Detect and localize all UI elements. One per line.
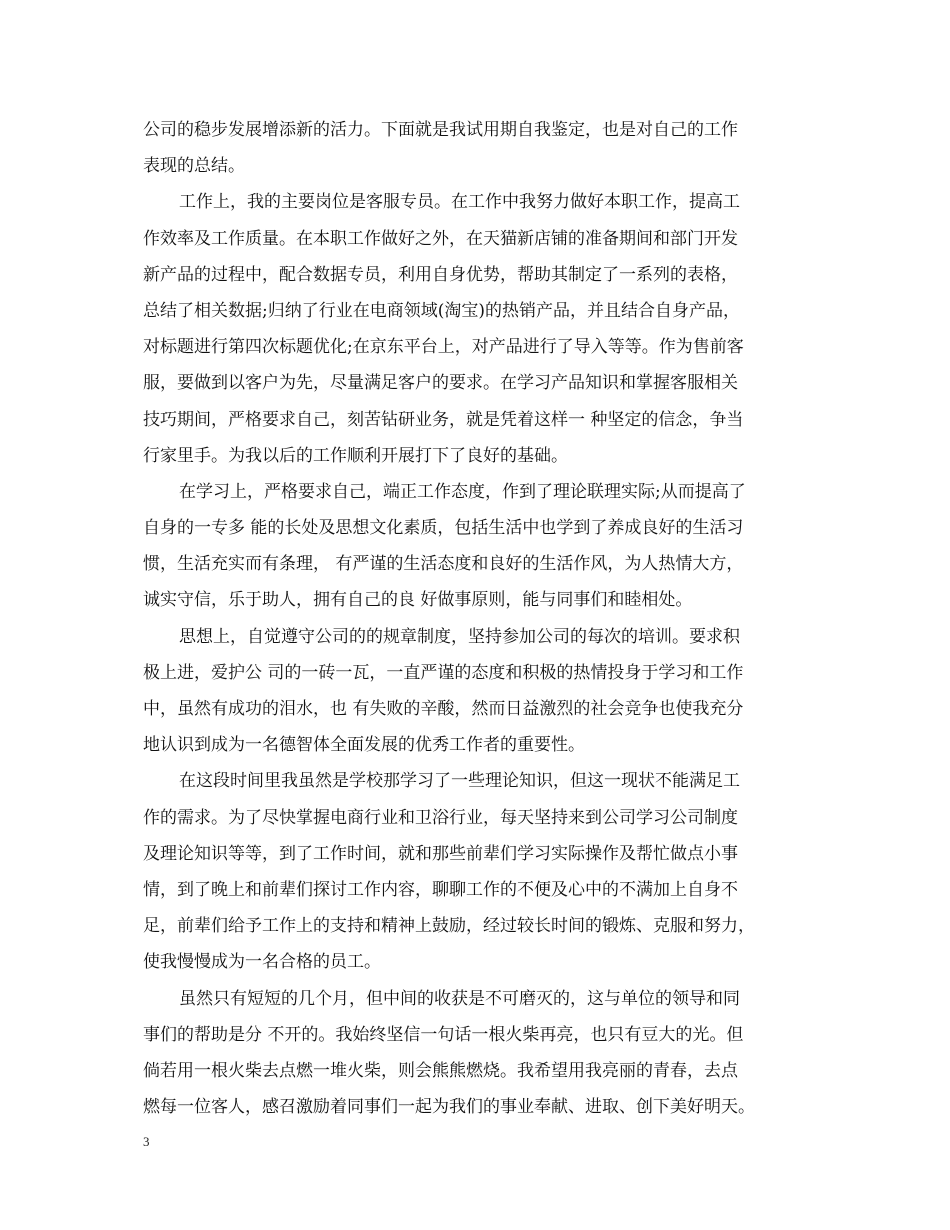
text-line: 使我慢慢成为一名合格的员工。 xyxy=(143,952,381,973)
paragraph-first-line: 虽然只有短短的几个月，但中间的收获是不可磨灭的，这与单位的领导和同 xyxy=(179,988,740,1009)
text-line: 中，虽然有成功的泪水，也 有失败的辛酸，然而日益激烈的社会竞争也使我充分 xyxy=(143,699,744,719)
paragraph-first-line: 在这段时间里我虽然是学校那学习了一些理论知识，但这一现状不能满足工 xyxy=(179,771,740,792)
text-line: 表现的总结。 xyxy=(143,156,245,177)
text-line: 作的需求。为了尽快掌握电商行业和卫浴行业，每天坚持来到公司学习公司制度 xyxy=(143,807,738,828)
text-line: 燃每一位客人，感召激励着同事们一起为我们的事业奉献、进取、创下美好明天。 xyxy=(143,1097,755,1118)
text-line: 总结了相关数据;归纳了行业在电商领域(淘宝)的热销产品，并且结合自身产品， xyxy=(143,300,740,321)
text-line: 极上进，爱护公 司的一砖一瓦，一直严谨的态度和积极的热情投身于学习和工作 xyxy=(143,662,744,683)
paragraph-first-line: 工作上，我的主要岗位是客服专员。在工作中我努力做好本职工作，提高工 xyxy=(179,192,740,213)
text-line: 及理论知识等等，到了工作时间，就和那些前辈们学习实际操作及帮忙做点小事 xyxy=(143,843,738,864)
text-line: 惯，生活充实而有条理， 有严谨的生活态度和良好的生活作风，为人热情大方， xyxy=(143,554,744,575)
text-line: 倘若用一根火柴去点燃一堆火柴，则会熊熊燃烧。我希望用我亮丽的青春，去点 xyxy=(143,1060,738,1081)
text-line: 足，前辈们给予工作上的支持和精神上鼓励，经过较长时间的锻炼、克服和努力， xyxy=(143,916,755,937)
text-line: 服，要做到以客户为先，尽量满足客户的要求。在学习产品知识和掌握客服相关 xyxy=(143,373,738,394)
text-line: 作效率及工作质量。在本职工作做好之外，在天猫新店铺的准备期间和部门开发 xyxy=(143,228,738,249)
text-line: 事们的帮助是分 不开的。我始终坚信一句话一根火柴再亮，也只有豆大的光。但 xyxy=(143,1024,744,1045)
text-line: 新产品的过程中，配合数据专员，利用自身优势，帮助其制定了一系列的表格， xyxy=(143,264,738,285)
paragraph-first-line: 思想上，自觉遵守公司的的规章制度，坚持参加公司的每次的培训。要求积 xyxy=(179,626,740,647)
text-line: 自身的一专多 能的长处及思想文化素质，包括生活中也学到了养成良好的生活习 xyxy=(143,518,744,539)
text-line: 行家里手。为我以后的工作顺利开展打下了良好的基础。 xyxy=(143,445,568,466)
text-line: 情，到了晚上和前辈们探讨工作内容，聊聊工作的不便及心中的不满加上自身不 xyxy=(143,879,738,900)
text-line: 技巧期间，严格要求自己，刻苦钻研业务，就是凭着这样一 种坚定的信念，争当 xyxy=(143,409,744,430)
paragraph-first-line: 在学习上，严格要求自己，端正工作态度，作到了理论联理实际;从而提高了 xyxy=(179,481,746,502)
page-number: 3 xyxy=(143,1134,150,1149)
text-line: 对标题进行第四次标题优化;在京东平台上，对产品进行了导入等等。作为售前客 xyxy=(143,337,744,358)
text-line: 公司的稳步发展增添新的活力。下面就是我试用期自我鉴定，也是对自己的工作 xyxy=(143,120,738,140)
text-line: 诚实守信，乐于助人，拥有自己的良 好做事原则，能与同事们和睦相处。 xyxy=(143,590,693,611)
document-body xyxy=(143,112,823,1125)
text-line: 地认识到成为一名德智体全面发展的优秀工作者的重要性。 xyxy=(143,735,585,756)
